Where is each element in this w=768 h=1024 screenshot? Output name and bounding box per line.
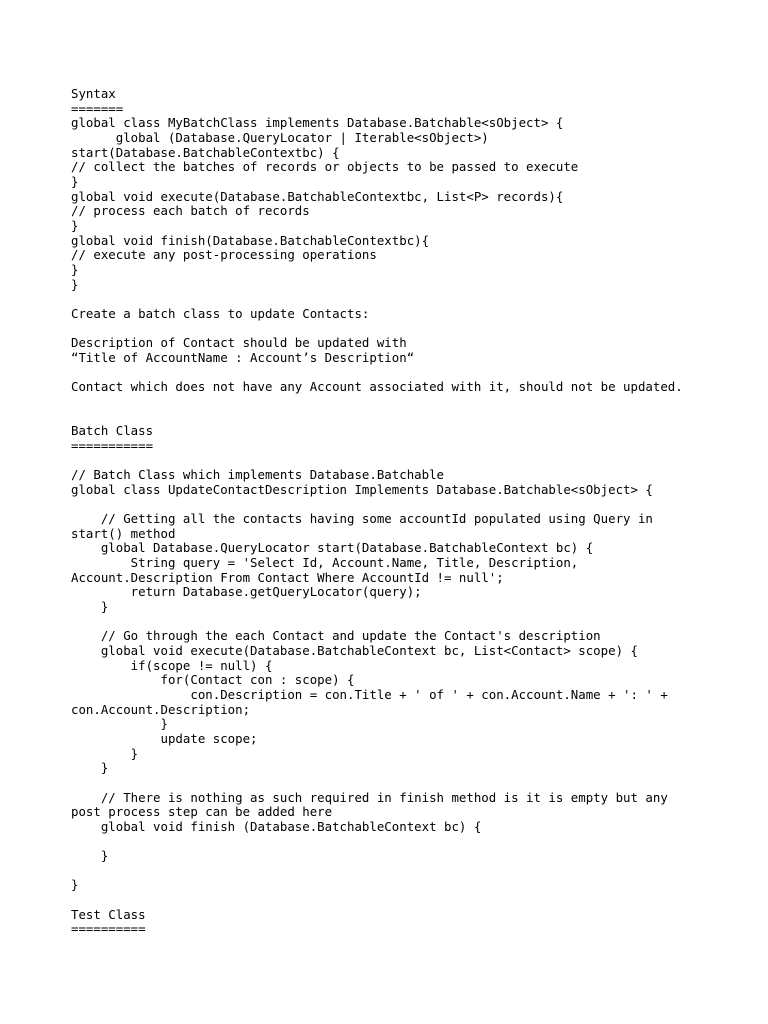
text-line: // Getting all the contacts having some accountId populated using Query in bbox=[71, 511, 653, 527]
text-line bbox=[71, 834, 761, 849]
text-line: Syntax bbox=[71, 86, 116, 101]
text-line: // Go through the each Contact and update the Contact's description bbox=[71, 628, 601, 644]
text-line: global class MyBatchClass implements Database.Batchable<sObject> { bbox=[71, 115, 564, 131]
text-line bbox=[71, 864, 761, 879]
text-line: // There is nothing as such required in finish method is it is empty but any bbox=[71, 789, 668, 805]
text-line: con.Account.Description; bbox=[71, 701, 251, 717]
text-line bbox=[71, 497, 761, 512]
document-body bbox=[71, 87, 761, 937]
text-line: } bbox=[71, 261, 79, 277]
text-line: } bbox=[71, 276, 79, 292]
text-line: start(Database.BatchableContextbc) { bbox=[71, 144, 340, 160]
text-line: } bbox=[71, 598, 109, 614]
text-line: ========== bbox=[71, 921, 146, 937]
text-line: // process each batch of records bbox=[71, 203, 310, 219]
text-line: } bbox=[71, 173, 79, 189]
text-line: Test Class bbox=[71, 906, 146, 922]
text-line: global void finish (Database.BatchableContext bc) { bbox=[71, 818, 482, 834]
text-line: update scope; bbox=[71, 730, 258, 746]
text-line: if(scope != null) { bbox=[71, 657, 273, 673]
text-line bbox=[71, 292, 761, 307]
text-line: global void execute(Database.BatchableContextbc, List<P> records){ bbox=[71, 188, 564, 204]
text-line: for(Contact con : scope) { bbox=[71, 672, 355, 688]
text-line: start() method bbox=[71, 525, 176, 541]
text-line: // collect the batches of records or objects to be passed to execute bbox=[71, 159, 579, 175]
document-page bbox=[71, 87, 761, 937]
text-line: } bbox=[71, 217, 79, 233]
text-line bbox=[71, 453, 761, 468]
text-line: } bbox=[71, 877, 79, 893]
text-line: } bbox=[71, 716, 168, 732]
text-line: // execute any post-processing operations bbox=[71, 247, 377, 263]
text-line: } bbox=[71, 745, 139, 761]
text-line: global void finish(Database.BatchableContextbc){ bbox=[71, 232, 430, 248]
text-line: Account.Description From Contact Where AccountId != null'; bbox=[71, 569, 504, 585]
text-line: String query = 'Select Id, Account.Name, Title, Description, bbox=[71, 555, 579, 570]
text-line bbox=[71, 776, 761, 791]
text-line: Contact which does not have any Account associated with it, should not be updated. bbox=[71, 379, 683, 395]
text-line bbox=[71, 395, 761, 410]
text-line bbox=[71, 365, 761, 380]
text-line: global void execute(Database.BatchableContext bc, List<Contact> scope) { bbox=[71, 642, 638, 658]
text-line: } bbox=[71, 848, 109, 864]
text-line bbox=[71, 615, 761, 630]
text-line: Create a batch class to update Contacts: bbox=[71, 305, 370, 321]
text-line bbox=[71, 409, 761, 424]
text-line: global class UpdateContactDescription Implements Database.Batchable<sObject> { bbox=[71, 481, 653, 497]
text-line: Batch Class bbox=[71, 423, 154, 439]
text-line: “Title of AccountName : Account’s Description“ bbox=[71, 349, 415, 365]
text-line: =========== bbox=[71, 437, 154, 453]
text-line: con.Description = con.Title + ' of ' + con.Account.Name + ': ' + bbox=[71, 686, 668, 702]
text-line bbox=[71, 893, 761, 908]
text-line: global (Database.QueryLocator | Iterable<sObject>) bbox=[71, 129, 489, 145]
text-line: ======= bbox=[71, 100, 124, 116]
text-line: return Database.getQueryLocator(query); bbox=[71, 584, 422, 600]
text-line: Description of Contact should be updated with bbox=[71, 335, 407, 351]
text-line: // Batch Class which implements Database.Batchable bbox=[71, 467, 444, 483]
text-line: post process step can be added here bbox=[71, 804, 333, 820]
text-line bbox=[71, 322, 761, 337]
text-line: global Database.QueryLocator start(Database.BatchableContext bc) { bbox=[71, 540, 594, 556]
text-line: } bbox=[71, 760, 109, 776]
